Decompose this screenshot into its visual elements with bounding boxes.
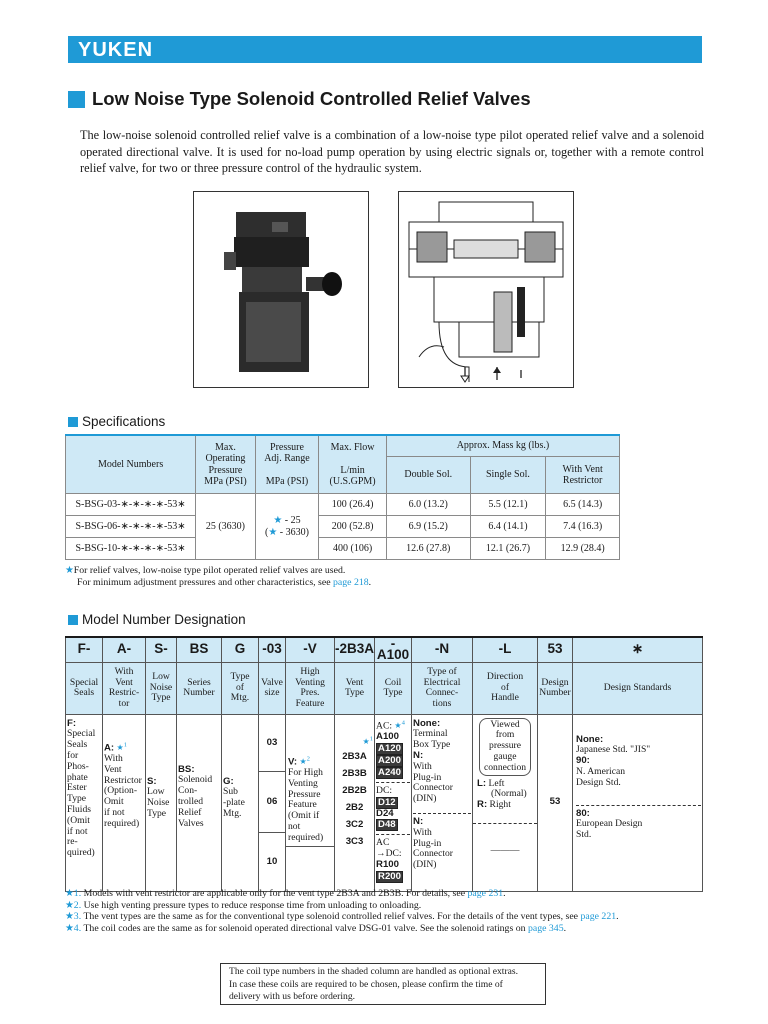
title-marker — [68, 91, 85, 108]
cell-vent-types — [335, 714, 375, 891]
size-06: 06 — [259, 772, 285, 833]
head-high-venting: High Venting Pres. Feature — [286, 662, 335, 714]
header-pressure-range: Pressure Adj. Range MPa (PSI) — [255, 435, 319, 494]
coil-code-boxed: D48 — [378, 819, 396, 831]
head-design-number: Design Number — [538, 662, 573, 714]
page-218-link[interactable]: page 218 — [333, 577, 369, 588]
cell-electrical: None: Terminal Box Type N: With Plug-in Connector (DIN) N: With Plug-in Connector (DIN) — [412, 714, 473, 891]
model-designation-heading: Model Number Designation — [82, 612, 246, 627]
cell-sizes — [259, 714, 286, 891]
coil-code-boxed: A120 — [378, 742, 401, 754]
head-standards: Design Standards — [573, 662, 703, 714]
cell-special-seals: F: Special Seals for Phos- phate Ester Type Fluids (Omit if not re- quired) — [66, 714, 103, 891]
head-special-seals: Special Seals — [66, 662, 103, 714]
code-cell: -03 — [259, 637, 286, 662]
footnote: ★2. Use high venting pressure types to reduce response time from unloading to onloading. — [65, 899, 422, 911]
vent-type-item: 3C2 — [345, 819, 364, 831]
coil-code-boxed: A200 — [378, 754, 401, 766]
head-valve-size: Valve size — [259, 662, 286, 714]
code-cell: -N — [412, 637, 473, 662]
code-cell: 53 — [538, 637, 573, 662]
star-icon: ★$^2$ — [299, 755, 310, 767]
spec-flow: 400 (106) — [319, 538, 387, 560]
cell-vent-restrictor: A: ★$^1$ With Vent Restrictor (Option- Omit if not required) — [103, 714, 146, 891]
cell-mounting: G: Sub -plate Mtg. — [222, 714, 259, 891]
spec-vent: 7.4 (16.3) — [546, 516, 620, 538]
spec-pressure-range: ★ - 25 (★ - 3630) — [255, 494, 319, 560]
header-single-sol: Single Sol. — [470, 457, 546, 494]
spec-note-1: ★For relief valves, low-noise type pilot operated relief valves are used. — [65, 565, 346, 576]
spec-flow: 200 (52.8) — [319, 516, 387, 538]
code-cell: A- — [103, 637, 146, 662]
code-row — [66, 637, 703, 662]
spec-vent: 12.9 (28.4) — [546, 538, 620, 560]
spec-single: 6.4 (14.1) — [470, 516, 546, 538]
spec-double: 12.6 (27.8) — [386, 538, 470, 560]
code-cell: G — [222, 637, 259, 662]
star-icon: ★ — [268, 526, 278, 538]
star-icon: ★ — [65, 922, 74, 934]
footnote: ★1. Models with vent restrictor are applicable only for the vent type 2B3A and 2B3B. For details, see page 231. — [65, 888, 506, 899]
coil-code-boxed: D12 — [378, 796, 396, 808]
vent-type-item: 3C3 — [345, 836, 364, 848]
cell-handle: Viewed from pressure gauge connection L: Left (Normal) R: Right ——— — [473, 714, 538, 891]
spec-model: S-BSG-03-∗-∗-∗-∗-53∗ — [66, 494, 196, 516]
header-model: Model Numbers — [66, 435, 196, 494]
code-cell: ∗ — [573, 637, 703, 662]
star-icon: ★$^4$ — [394, 719, 405, 731]
head-mounting: Type of Mtg. — [222, 662, 259, 714]
star-icon: ★ — [65, 899, 74, 911]
header-max-flow: Max. Flow L/min (U.S.GPM) — [319, 435, 387, 494]
spec-single: 5.5 (12.1) — [470, 494, 546, 516]
header-row — [66, 662, 703, 714]
cell-high-venting: V: ★$^2$ For High Venting Pressure Feature (Omit if not required) — [286, 714, 335, 891]
page-title: Low Noise Type Solenoid Controlled Relief Valves — [92, 88, 531, 109]
star-icon: ★$^1$ — [362, 735, 374, 747]
spec-vent: 6.5 (14.3) — [546, 494, 620, 516]
code-cell: -2B3A — [335, 637, 375, 662]
code-cell: -A100 — [375, 637, 412, 662]
brand-bar — [68, 36, 702, 63]
code-cell: -L — [473, 637, 538, 662]
spec-header-row — [66, 435, 620, 457]
valve-photo-illustration — [194, 192, 368, 387]
model-designation-marker — [68, 615, 78, 625]
cross-section-drawing — [398, 191, 574, 388]
head-vent-type: Vent Type — [335, 662, 375, 714]
cell-standards: None: Japanese Std. "JIS" 90: N. American Design Std. 80: European Design Std. — [573, 714, 703, 891]
size-10: 10 — [266, 855, 278, 867]
page-221-link[interactable]: page 221 — [580, 911, 617, 922]
header-double-sol: Double Sol. — [386, 457, 470, 494]
spec-double: 6.9 (15.2) — [386, 516, 470, 538]
brand-logo: YUKEN — [78, 39, 154, 61]
head-series: Series Number — [177, 662, 222, 714]
spec-row — [66, 516, 620, 538]
cell-low-noise: S: Low Noise Type — [146, 714, 177, 891]
star-icon: ★ — [273, 515, 283, 526]
specifications-marker — [68, 417, 78, 427]
coil-code-boxed: R200 — [378, 870, 401, 882]
header-vent-restrictor: With Vent Restrictor — [546, 457, 620, 494]
vent-type-item: 2B2B — [342, 785, 367, 797]
page-345-link[interactable]: page 345 — [527, 922, 564, 934]
star-icon: ★ — [65, 565, 74, 576]
page-231-link[interactable]: page 231 — [467, 888, 504, 899]
cell-series: BS: Solenoid Con- trolled Relief Valves — [177, 714, 222, 891]
code-cell: -V — [286, 637, 335, 662]
handle-viewed-box: Viewed from pressure gauge connection — [479, 718, 531, 776]
spec-row — [66, 494, 620, 516]
cell-coil: AC: ★$^4$ A100 A120 A200 A240 DC: D12 D24 D48 AC →DC: R100 R200 — [375, 714, 412, 891]
head-low-noise: Low Noise Type — [146, 662, 177, 714]
star-icon: ★$^1$ — [116, 741, 128, 753]
spec-double: 6.0 (13.2) — [386, 494, 470, 516]
cell-design-number: 53 — [538, 714, 573, 891]
code-cell: F- — [66, 637, 103, 662]
spec-max-pressure: 25 (3630) — [196, 494, 256, 560]
intro-paragraph: The low-noise solenoid controlled relief valve is a combination of a low-noise type pilot operated relief valve and a solenoid operated directional valve. It is used for no-load pump operation by using electric signals or, together with a remote control relief valve, for two or three pressure control of the hydraulic system. — [80, 128, 704, 175]
spec-model: S-BSG-06-∗-∗-∗-∗-53∗ — [66, 516, 196, 538]
specifications-heading: Specifications — [82, 414, 166, 429]
footnote: ★4. The coil codes are the same as for solenoid operated directional valve DSG-01 valve. See the solenoid ratings on page 345. — [65, 922, 567, 934]
coil-code-boxed: A240 — [378, 766, 401, 778]
head-handle: Direction of Handle — [473, 662, 538, 714]
vent-type-item: 2B2 — [345, 802, 364, 814]
header-mass-group: Approx. Mass kg (lbs.) — [386, 435, 619, 457]
star-icon: ★ — [65, 911, 74, 922]
specifications-table — [65, 434, 620, 560]
code-cell: S- — [146, 637, 177, 662]
code-cell: BS — [177, 637, 222, 662]
star-icon: ★ — [65, 888, 74, 899]
spec-note-2: For minimum adjustment pressures and other characteristics, see page 218. — [77, 577, 372, 588]
valve-section-illustration — [399, 192, 573, 387]
spec-flow: 100 (26.4) — [319, 494, 387, 516]
body-row — [66, 714, 703, 891]
vent-type-item: 2B3B — [342, 768, 367, 780]
spec-single: 12.1 (26.7) — [470, 538, 546, 560]
head-coil-type: Coil Type — [375, 662, 412, 714]
spec-row — [66, 538, 620, 560]
model-number-table — [65, 636, 703, 892]
vent-type-item: 2B3A — [342, 751, 367, 763]
head-electrical: Type of Electrical Connec- tions — [412, 662, 473, 714]
spec-model: S-BSG-10-∗-∗-∗-∗-53∗ — [66, 538, 196, 560]
head-vent-restrictor: With Vent Restric- tor — [103, 662, 146, 714]
optional-coil-note: The coil type numbers in the shaded column are handled as optional extras. In case these coils are required to be chosen, please confirm the time of delivery with us before ordering. — [220, 963, 546, 1005]
product-photo — [193, 191, 369, 388]
size-03: 03 — [259, 715, 285, 772]
footnote: ★3. The vent types are the same as for the conventional type solenoid controlled relief valves. For the details of the vent types, see page 221. — [65, 911, 619, 922]
header-max-pressure: Max. Operating Pressure MPa (PSI) — [196, 435, 256, 494]
footnotes — [65, 888, 705, 934]
